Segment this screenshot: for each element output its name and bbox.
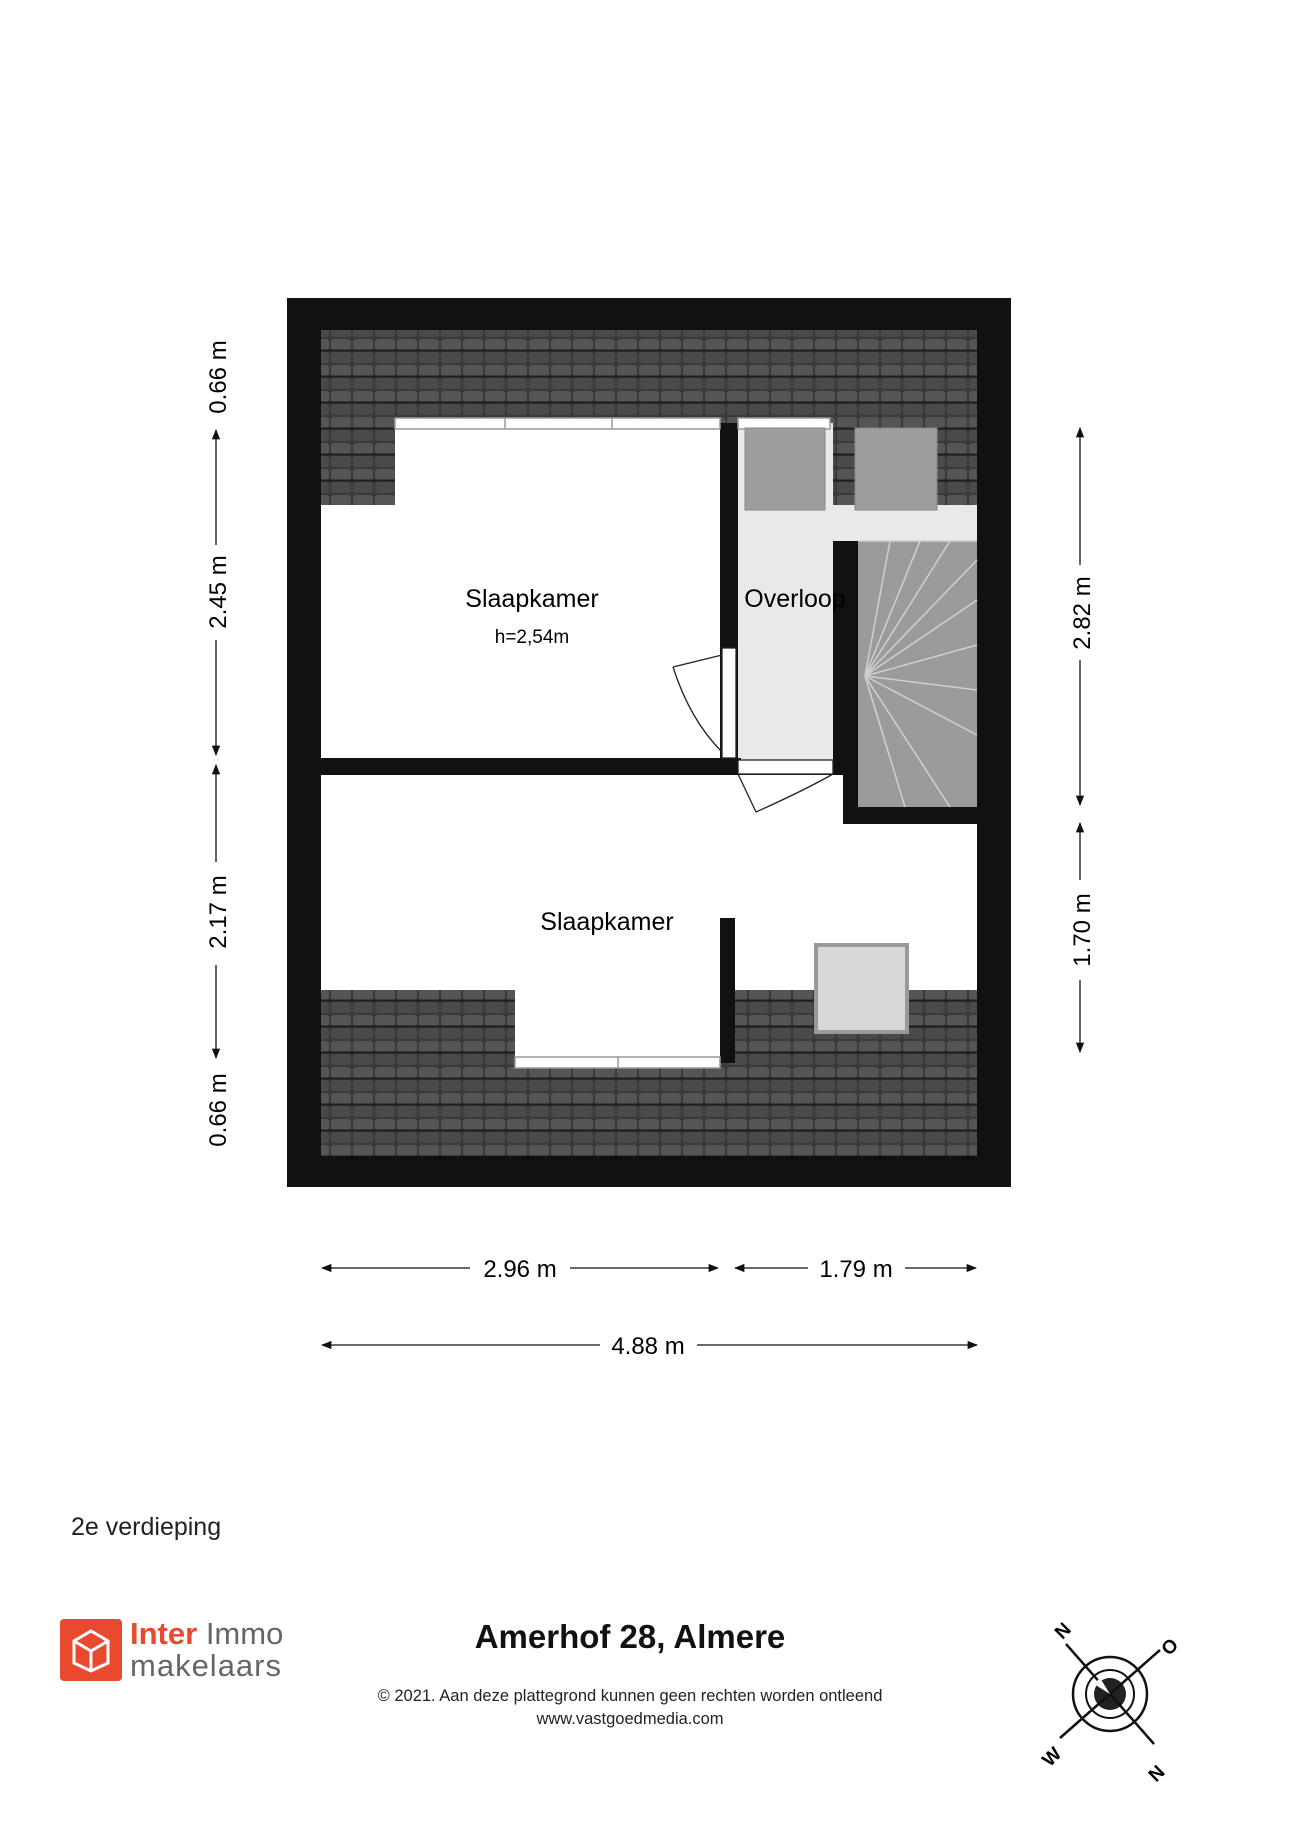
dim-bottom-2: 1.79 m (819, 1256, 893, 1283)
copyright-notice: © 2021. Aan deze plattegrond kunnen geen rechten worden ontleend (377, 1687, 883, 1705)
dim-bottom-1: 2.96 m (483, 1256, 557, 1283)
window-bottom (515, 1057, 720, 1068)
compass-n: N (1051, 1619, 1076, 1644)
roof-tiles-left-upper (321, 423, 395, 505)
compass-w: W (1038, 1743, 1067, 1772)
wall-stair-bottom (843, 807, 977, 824)
address-title: Amerhof 28, Almere (474, 1618, 786, 1655)
compass-n2: N (1143, 1760, 1168, 1785)
skylight-1 (745, 428, 825, 510)
logo-word-inter: Inter (130, 1616, 198, 1651)
dim-left-4: 0.66 m (205, 1073, 232, 1147)
staircase (858, 541, 977, 807)
dim-bottom-total: 4.88 m (611, 1333, 685, 1360)
logo-word-makelaars: makelaars (130, 1648, 282, 1683)
room-name-landing: Overloop (744, 585, 846, 613)
compass-o: O (1157, 1634, 1184, 1661)
roof-tiles-left-lower (321, 990, 515, 1063)
dim-left-2: 2.45 m (205, 555, 232, 629)
roof-tiles-top (321, 330, 977, 423)
logo-word-immo: Immo (205, 1616, 284, 1651)
dim-left-1: 0.66 m (205, 340, 232, 414)
dim-right-2: 1.70 m (1069, 893, 1096, 967)
room-name-bedroom-top: Slaapkamer (465, 585, 599, 613)
wall-horizontal-middle (321, 758, 741, 775)
floor-label: 2e verdieping (71, 1513, 222, 1541)
skylight-2 (855, 428, 937, 510)
dim-left-3: 2.17 m (205, 875, 232, 949)
skylight-3 (816, 945, 907, 1032)
window-top-right (738, 418, 830, 429)
room-height-bedroom-top: h=2,54m (494, 627, 570, 648)
website-link[interactable]: www.vastgoedmedia.com (536, 1710, 724, 1728)
room-name-bedroom-bottom: Slaapkamer (540, 908, 674, 936)
dim-right-1: 2.82 m (1069, 576, 1096, 650)
window-top-left (395, 418, 720, 429)
roof-tiles-bottom (321, 1063, 977, 1156)
wall-vertical-lower (720, 918, 735, 1063)
